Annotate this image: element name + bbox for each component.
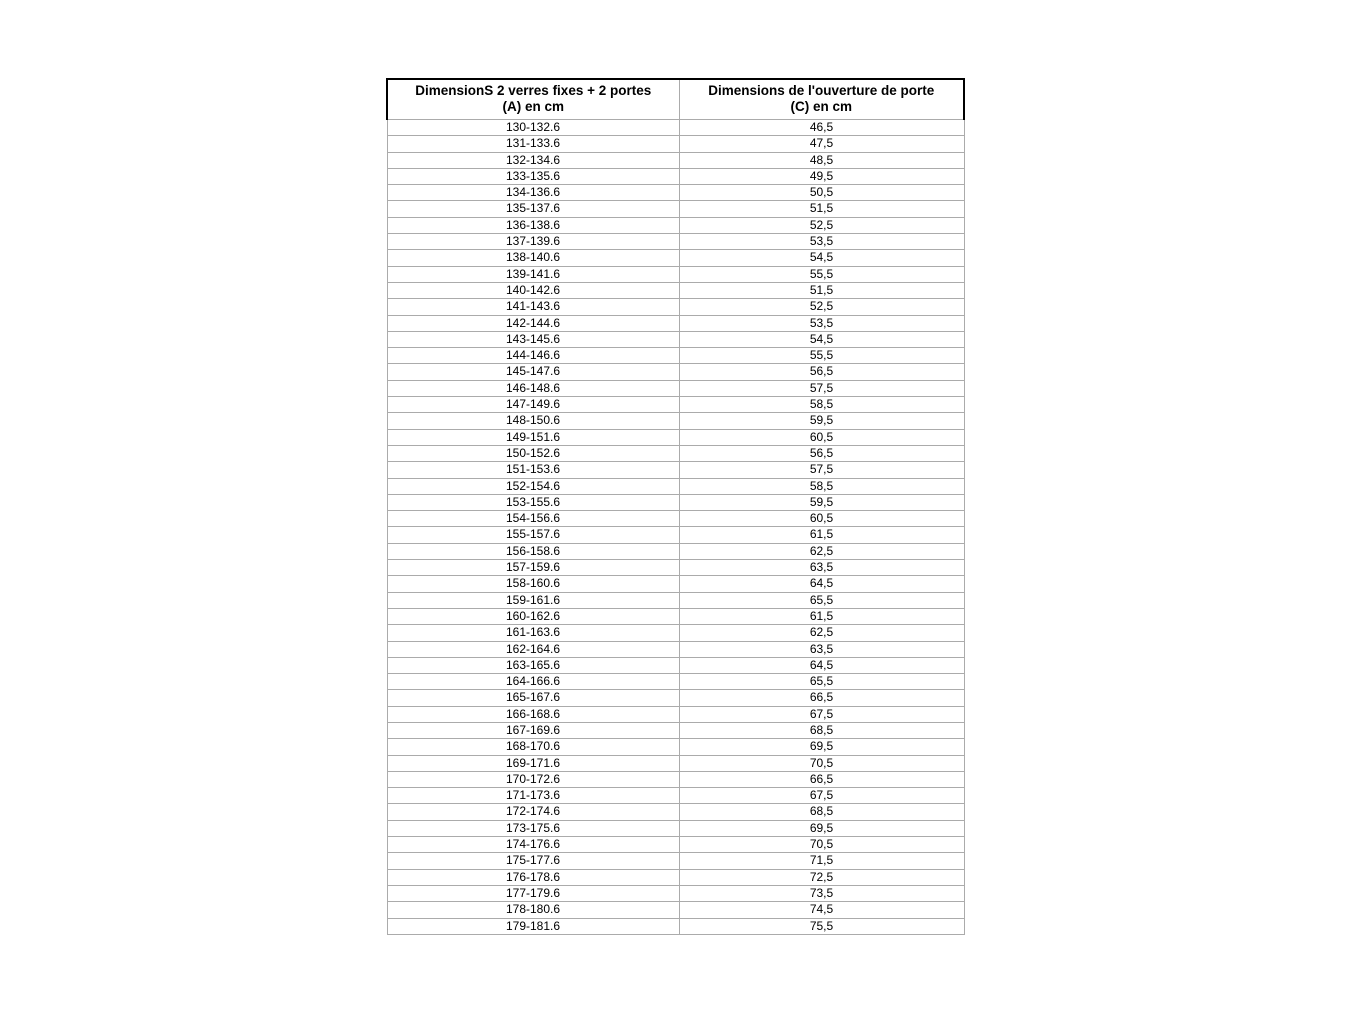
cell-opening-c: 51,5 <box>679 201 964 217</box>
dimensions-table <box>386 78 965 935</box>
cell-opening-c: 52,5 <box>679 217 964 233</box>
table-row <box>387 364 964 380</box>
cell-opening-c: 53,5 <box>679 315 964 331</box>
cell-opening-c: 60,5 <box>679 429 964 445</box>
cell-dimension-a: 173-175.6 <box>387 820 679 836</box>
cell-dimension-a: 153-155.6 <box>387 494 679 510</box>
table-row <box>387 543 964 559</box>
cell-dimension-a: 163-165.6 <box>387 657 679 673</box>
cell-opening-c: 62,5 <box>679 625 964 641</box>
cell-dimension-a: 131-133.6 <box>387 136 679 152</box>
table-row <box>387 739 964 755</box>
cell-dimension-a: 157-159.6 <box>387 560 679 576</box>
cell-dimension-a: 150-152.6 <box>387 445 679 461</box>
table-row <box>387 902 964 918</box>
cell-opening-c: 56,5 <box>679 364 964 380</box>
cell-dimension-a: 146-148.6 <box>387 380 679 396</box>
cell-opening-c: 48,5 <box>679 152 964 168</box>
cell-dimension-a: 143-145.6 <box>387 331 679 347</box>
table-row <box>387 918 964 934</box>
table-row <box>387 445 964 461</box>
table-body <box>387 120 964 935</box>
table-row <box>387 299 964 315</box>
cell-dimension-a: 135-137.6 <box>387 201 679 217</box>
cell-dimension-a: 164-166.6 <box>387 674 679 690</box>
table-row <box>387 234 964 250</box>
cell-dimension-a: 136-138.6 <box>387 217 679 233</box>
cell-opening-c: 69,5 <box>679 820 964 836</box>
table-row <box>387 755 964 771</box>
cell-dimension-a: 134-136.6 <box>387 185 679 201</box>
table-row <box>387 217 964 233</box>
table-row <box>387 478 964 494</box>
table-row <box>387 657 964 673</box>
cell-opening-c: 68,5 <box>679 722 964 738</box>
table-row <box>387 429 964 445</box>
header-col-opening-c <box>679 79 964 120</box>
cell-dimension-a: 138-140.6 <box>387 250 679 266</box>
cell-dimension-a: 158-160.6 <box>387 576 679 592</box>
cell-opening-c: 54,5 <box>679 250 964 266</box>
table-row <box>387 608 964 624</box>
cell-opening-c: 58,5 <box>679 478 964 494</box>
cell-dimension-a: 145-147.6 <box>387 364 679 380</box>
cell-opening-c: 66,5 <box>679 690 964 706</box>
table-header <box>387 79 964 120</box>
cell-opening-c: 67,5 <box>679 706 964 722</box>
cell-dimension-a: 165-167.6 <box>387 690 679 706</box>
cell-dimension-a: 148-150.6 <box>387 413 679 429</box>
cell-dimension-a: 166-168.6 <box>387 706 679 722</box>
table-row <box>387 885 964 901</box>
cell-opening-c: 59,5 <box>679 413 964 429</box>
table-row <box>387 641 964 657</box>
table-row <box>387 266 964 282</box>
cell-opening-c: 68,5 <box>679 804 964 820</box>
table-row <box>387 413 964 429</box>
cell-dimension-a: 177-179.6 <box>387 885 679 901</box>
cell-dimension-a: 152-154.6 <box>387 478 679 494</box>
cell-dimension-a: 179-181.6 <box>387 918 679 934</box>
table-row <box>387 576 964 592</box>
header-col-dimensions-a <box>387 79 679 120</box>
cell-opening-c: 56,5 <box>679 445 964 461</box>
table-row <box>387 527 964 543</box>
header-col-a-line2: (A) en cm <box>502 99 564 114</box>
table-row <box>387 690 964 706</box>
cell-dimension-a: 159-161.6 <box>387 592 679 608</box>
cell-opening-c: 51,5 <box>679 282 964 298</box>
header-col-c-line2: (C) en cm <box>790 99 852 114</box>
cell-opening-c: 54,5 <box>679 331 964 347</box>
table-row <box>387 722 964 738</box>
cell-dimension-a: 161-163.6 <box>387 625 679 641</box>
cell-opening-c: 52,5 <box>679 299 964 315</box>
cell-opening-c: 47,5 <box>679 136 964 152</box>
cell-dimension-a: 149-151.6 <box>387 429 679 445</box>
cell-dimension-a: 171-173.6 <box>387 788 679 804</box>
cell-opening-c: 62,5 <box>679 543 964 559</box>
header-row <box>387 79 964 120</box>
table-row <box>387 397 964 413</box>
table-row <box>387 837 964 853</box>
cell-opening-c: 50,5 <box>679 185 964 201</box>
table-row <box>387 494 964 510</box>
table-row <box>387 625 964 641</box>
table-row <box>387 771 964 787</box>
header-col-a-line1: DimensionS 2 verres fixes + 2 portes <box>415 83 652 98</box>
cell-dimension-a: 169-171.6 <box>387 755 679 771</box>
cell-opening-c: 71,5 <box>679 853 964 869</box>
cell-opening-c: 70,5 <box>679 837 964 853</box>
table-row <box>387 315 964 331</box>
cell-dimension-a: 156-158.6 <box>387 543 679 559</box>
table-row <box>387 788 964 804</box>
cell-dimension-a: 175-177.6 <box>387 853 679 869</box>
table-row <box>387 152 964 168</box>
cell-dimension-a: 130-132.6 <box>387 120 679 136</box>
table-row <box>387 380 964 396</box>
table-row <box>387 331 964 347</box>
cell-dimension-a: 162-164.6 <box>387 641 679 657</box>
cell-opening-c: 60,5 <box>679 511 964 527</box>
cell-opening-c: 73,5 <box>679 885 964 901</box>
cell-dimension-a: 170-172.6 <box>387 771 679 787</box>
cell-dimension-a: 160-162.6 <box>387 608 679 624</box>
table-row <box>387 282 964 298</box>
table-row <box>387 706 964 722</box>
cell-opening-c: 66,5 <box>679 771 964 787</box>
cell-opening-c: 61,5 <box>679 608 964 624</box>
table-row <box>387 674 964 690</box>
table-row <box>387 869 964 885</box>
table-row <box>387 592 964 608</box>
cell-opening-c: 64,5 <box>679 576 964 592</box>
cell-dimension-a: 142-144.6 <box>387 315 679 331</box>
table-row <box>387 136 964 152</box>
cell-dimension-a: 144-146.6 <box>387 348 679 364</box>
cell-opening-c: 67,5 <box>679 788 964 804</box>
cell-dimension-a: 154-156.6 <box>387 511 679 527</box>
cell-dimension-a: 168-170.6 <box>387 739 679 755</box>
cell-opening-c: 46,5 <box>679 120 964 136</box>
cell-opening-c: 63,5 <box>679 560 964 576</box>
table-row <box>387 804 964 820</box>
cell-opening-c: 72,5 <box>679 869 964 885</box>
cell-opening-c: 64,5 <box>679 657 964 673</box>
cell-dimension-a: 139-141.6 <box>387 266 679 282</box>
cell-opening-c: 59,5 <box>679 494 964 510</box>
table-row <box>387 348 964 364</box>
cell-opening-c: 70,5 <box>679 755 964 771</box>
cell-opening-c: 65,5 <box>679 674 964 690</box>
cell-dimension-a: 140-142.6 <box>387 282 679 298</box>
table-row <box>387 201 964 217</box>
table-row <box>387 560 964 576</box>
cell-opening-c: 63,5 <box>679 641 964 657</box>
cell-dimension-a: 155-157.6 <box>387 527 679 543</box>
table-row <box>387 250 964 266</box>
table-row <box>387 168 964 184</box>
cell-opening-c: 65,5 <box>679 592 964 608</box>
cell-opening-c: 57,5 <box>679 380 964 396</box>
table-row <box>387 820 964 836</box>
cell-dimension-a: 176-178.6 <box>387 869 679 885</box>
cell-dimension-a: 141-143.6 <box>387 299 679 315</box>
cell-opening-c: 61,5 <box>679 527 964 543</box>
cell-dimension-a: 178-180.6 <box>387 902 679 918</box>
cell-dimension-a: 172-174.6 <box>387 804 679 820</box>
table-row <box>387 462 964 478</box>
cell-dimension-a: 137-139.6 <box>387 234 679 250</box>
cell-opening-c: 49,5 <box>679 168 964 184</box>
cell-dimension-a: 151-153.6 <box>387 462 679 478</box>
cell-opening-c: 58,5 <box>679 397 964 413</box>
cell-dimension-a: 133-135.6 <box>387 168 679 184</box>
table-row <box>387 853 964 869</box>
cell-dimension-a: 132-134.6 <box>387 152 679 168</box>
table-row <box>387 120 964 136</box>
cell-dimension-a: 174-176.6 <box>387 837 679 853</box>
header-col-c-line1: Dimensions de l'ouverture de porte <box>708 83 935 98</box>
cell-opening-c: 74,5 <box>679 902 964 918</box>
cell-opening-c: 57,5 <box>679 462 964 478</box>
cell-opening-c: 69,5 <box>679 739 964 755</box>
cell-opening-c: 55,5 <box>679 348 964 364</box>
table-row <box>387 511 964 527</box>
cell-opening-c: 55,5 <box>679 266 964 282</box>
cell-opening-c: 75,5 <box>679 918 964 934</box>
cell-dimension-a: 147-149.6 <box>387 397 679 413</box>
cell-opening-c: 53,5 <box>679 234 964 250</box>
cell-dimension-a: 167-169.6 <box>387 722 679 738</box>
table-row <box>387 185 964 201</box>
